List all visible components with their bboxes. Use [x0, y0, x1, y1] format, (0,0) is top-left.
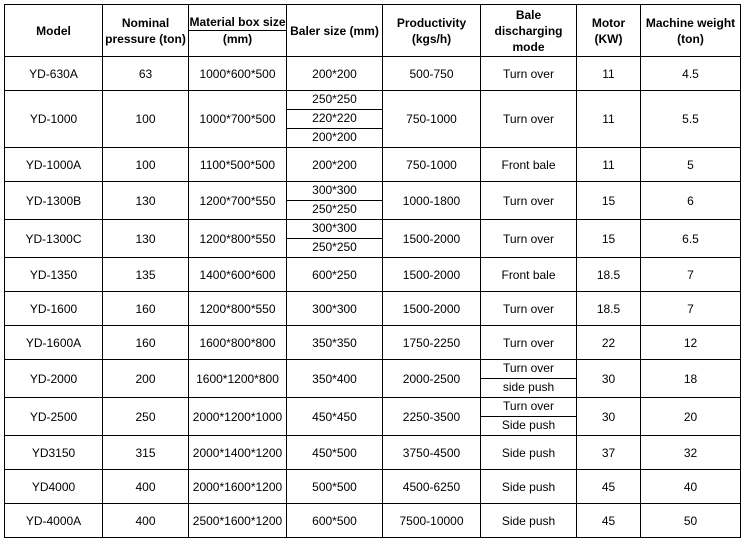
- cell-pressure: 160: [103, 326, 189, 360]
- cell-discharge-mode: [481, 436, 577, 470]
- cell-weight: 7: [641, 258, 741, 292]
- cell-productivity: 7500-10000: [383, 504, 481, 538]
- cell-baler-size-entry: 200*200: [312, 66, 357, 81]
- cell-baler-size: [287, 182, 383, 220]
- table-row: [5, 470, 741, 504]
- cell-discharge-mode-entry: Front bale: [501, 157, 556, 172]
- cell-baler-size-entry: 350*350: [312, 335, 357, 350]
- cell-productivity: 4500-6250: [383, 470, 481, 504]
- cell-motor: 15: [577, 220, 641, 258]
- cell-pressure: 160: [103, 292, 189, 326]
- cell-baler-size-entry: 220*220: [287, 109, 382, 128]
- header-material-box-unit: (mm): [189, 30, 286, 47]
- cell-pressure: 135: [103, 258, 189, 292]
- cell-discharge-mode-entry: Turn over: [503, 399, 554, 413]
- cell-baler-size-entry: 350*400: [312, 371, 357, 386]
- cell-productivity: 1500-2000: [383, 220, 481, 258]
- header-discharging-mode: Bale discharging mode: [481, 5, 577, 57]
- cell-baler-size-entry: 500*500: [312, 479, 357, 494]
- cell-discharge-mode-entry: Side push: [481, 416, 576, 435]
- cell-weight: 20: [641, 398, 741, 436]
- cell-discharge-mode-entry: Side push: [501, 513, 556, 528]
- cell-box-size: 2000*1400*1200: [189, 436, 287, 470]
- cell-baler-size: [287, 398, 383, 436]
- cell-discharge-mode-entry: Turn over: [503, 193, 554, 208]
- table-row: [5, 326, 741, 360]
- table-row: [5, 91, 741, 148]
- cell-discharge-mode: [481, 470, 577, 504]
- cell-baler-size-entry: 250*250: [312, 92, 357, 106]
- cell-baler-size: [287, 258, 383, 292]
- cell-motor: 11: [577, 148, 641, 182]
- cell-weight: 4.5: [641, 57, 741, 91]
- cell-motor: 15: [577, 182, 641, 220]
- cell-baler-size: [287, 220, 383, 258]
- cell-motor: 18.5: [577, 258, 641, 292]
- cell-discharge-mode: [481, 326, 577, 360]
- cell-weight: 7: [641, 292, 741, 326]
- cell-weight: 6: [641, 182, 741, 220]
- cell-discharge-mode: [481, 57, 577, 91]
- cell-discharge-mode: [481, 220, 577, 258]
- cell-model: YD-1000: [5, 91, 103, 148]
- cell-discharge-mode: [481, 292, 577, 326]
- cell-box-size: 1200*800*550: [189, 220, 287, 258]
- table-row: [5, 292, 741, 326]
- cell-discharge-mode-entry: side push: [481, 378, 576, 397]
- cell-discharge-mode-entry: Turn over: [503, 301, 554, 316]
- cell-motor: 45: [577, 504, 641, 538]
- cell-pressure: 100: [103, 91, 189, 148]
- cell-model: YD-2000: [5, 360, 103, 398]
- cell-model: YD4000: [5, 470, 103, 504]
- cell-discharge-mode-entry: Turn over: [503, 66, 554, 81]
- header-nominal-pressure: Nominal pressure (ton): [103, 5, 189, 57]
- cell-pressure: 200: [103, 360, 189, 398]
- cell-model: YD3150: [5, 436, 103, 470]
- cell-weight: 5.5: [641, 91, 741, 148]
- cell-weight: 12: [641, 326, 741, 360]
- cell-motor: 45: [577, 470, 641, 504]
- cell-productivity: 3750-4500: [383, 436, 481, 470]
- cell-pressure: 315: [103, 436, 189, 470]
- cell-discharge-mode: [481, 182, 577, 220]
- header-motor: Motor (KW): [577, 5, 641, 57]
- cell-motor: 18.5: [577, 292, 641, 326]
- baler-spec-table: [4, 4, 741, 538]
- cell-pressure: 100: [103, 148, 189, 182]
- cell-discharge-mode-entry: Side push: [501, 445, 556, 460]
- cell-motor: 30: [577, 360, 641, 398]
- cell-motor: 22: [577, 326, 641, 360]
- cell-productivity: 1500-2000: [383, 258, 481, 292]
- cell-baler-size: [287, 360, 383, 398]
- cell-discharge-mode-entry: Turn over: [503, 335, 554, 350]
- cell-discharge-mode: [481, 398, 577, 436]
- cell-weight: 6.5: [641, 220, 741, 258]
- cell-weight: 50: [641, 504, 741, 538]
- cell-discharge-mode: [481, 91, 577, 148]
- cell-discharge-mode-entry: Turn over: [503, 112, 554, 126]
- cell-productivity: 1500-2000: [383, 292, 481, 326]
- cell-baler-size: [287, 148, 383, 182]
- cell-weight: 18: [641, 360, 741, 398]
- table-row: [5, 504, 741, 538]
- cell-discharge-mode: [481, 504, 577, 538]
- header-material-box-size: [189, 5, 287, 57]
- cell-motor: 37: [577, 436, 641, 470]
- table-row: [5, 148, 741, 182]
- cell-box-size: 1200*700*550: [189, 182, 287, 220]
- cell-baler-size-entry: 250*250: [287, 238, 382, 257]
- cell-discharge-mode-entry: Turn over: [503, 231, 554, 246]
- cell-weight: 32: [641, 436, 741, 470]
- cell-productivity: 750-1000: [383, 148, 481, 182]
- cell-model: YD-1300C: [5, 220, 103, 258]
- cell-motor: 11: [577, 91, 641, 148]
- cell-baler-size: [287, 326, 383, 360]
- cell-model: YD-1000A: [5, 148, 103, 182]
- cell-productivity: 500-750: [383, 57, 481, 91]
- header-productivity: Productivity (kgs/h): [383, 5, 481, 57]
- cell-pressure: 400: [103, 470, 189, 504]
- table-row: [5, 220, 741, 258]
- cell-discharge-mode: [481, 148, 577, 182]
- table-row: [5, 398, 741, 436]
- cell-box-size: 2000*1600*1200: [189, 470, 287, 504]
- table-row: [5, 182, 741, 220]
- table-body: [5, 57, 741, 538]
- cell-motor: 11: [577, 57, 641, 91]
- cell-discharge-mode-entry: Side push: [501, 479, 556, 494]
- cell-baler-size: [287, 57, 383, 91]
- cell-box-size: 1000*700*500: [189, 91, 287, 148]
- cell-discharge-mode: [481, 360, 577, 398]
- cell-discharge-mode: [481, 258, 577, 292]
- cell-box-size: 1400*600*600: [189, 258, 287, 292]
- cell-pressure: 250: [103, 398, 189, 436]
- table-row: [5, 57, 741, 91]
- cell-pressure: 130: [103, 220, 189, 258]
- header-row: [5, 5, 741, 57]
- cell-baler-size: [287, 470, 383, 504]
- cell-baler-size-entry: 200*200: [287, 128, 382, 147]
- cell-box-size: 1600*800*800: [189, 326, 287, 360]
- cell-box-size: 2500*1600*1200: [189, 504, 287, 538]
- cell-model: YD-1600: [5, 292, 103, 326]
- cell-baler-size-entry: 300*300: [312, 301, 357, 316]
- cell-baler-size-entry: 600*250: [312, 267, 357, 282]
- cell-baler-size: [287, 91, 383, 148]
- cell-baler-size-entry: 300*300: [312, 221, 357, 235]
- cell-discharge-mode-entry: Front bale: [501, 267, 556, 282]
- cell-pressure: 400: [103, 504, 189, 538]
- header-baler-size: Baler size (mm): [287, 5, 383, 57]
- cell-box-size: 1200*800*550: [189, 292, 287, 326]
- table-row: [5, 258, 741, 292]
- cell-baler-size-entry: 600*500: [312, 513, 357, 528]
- cell-baler-size-entry: 300*300: [312, 183, 357, 197]
- table-row: [5, 360, 741, 398]
- cell-weight: 5: [641, 148, 741, 182]
- cell-productivity: 750-1000: [383, 91, 481, 148]
- cell-box-size: 2000*1200*1000: [189, 398, 287, 436]
- cell-baler-size: [287, 504, 383, 538]
- cell-baler-size-entry: 250*250: [287, 200, 382, 219]
- cell-motor: 30: [577, 398, 641, 436]
- cell-model: YD-630A: [5, 57, 103, 91]
- cell-baler-size: [287, 436, 383, 470]
- cell-box-size: 1000*600*500: [189, 57, 287, 91]
- cell-model: YD-1300B: [5, 182, 103, 220]
- cell-productivity: 1000-1800: [383, 182, 481, 220]
- header-model: Model: [5, 5, 103, 57]
- cell-baler-size-entry: 450*500: [312, 445, 357, 460]
- header-material-box-size-label: Material box size: [189, 15, 286, 29]
- cell-box-size: 1600*1200*800: [189, 360, 287, 398]
- cell-pressure: 130: [103, 182, 189, 220]
- cell-discharge-mode-entry: Turn over: [503, 361, 554, 375]
- cell-productivity: 2250-3500: [383, 398, 481, 436]
- cell-model: YD-1350: [5, 258, 103, 292]
- cell-weight: 40: [641, 470, 741, 504]
- cell-model: YD-4000A: [5, 504, 103, 538]
- cell-pressure: 63: [103, 57, 189, 91]
- cell-model: YD-1600A: [5, 326, 103, 360]
- cell-productivity: 1750-2250: [383, 326, 481, 360]
- cell-baler-size: [287, 292, 383, 326]
- cell-baler-size-entry: 450*450: [312, 409, 357, 424]
- table-row: [5, 436, 741, 470]
- cell-box-size: 1100*500*500: [189, 148, 287, 182]
- cell-model: YD-2500: [5, 398, 103, 436]
- cell-baler-size-entry: 200*200: [312, 157, 357, 172]
- cell-productivity: 2000-2500: [383, 360, 481, 398]
- header-machine-weight: Machine weight (ton): [641, 5, 741, 57]
